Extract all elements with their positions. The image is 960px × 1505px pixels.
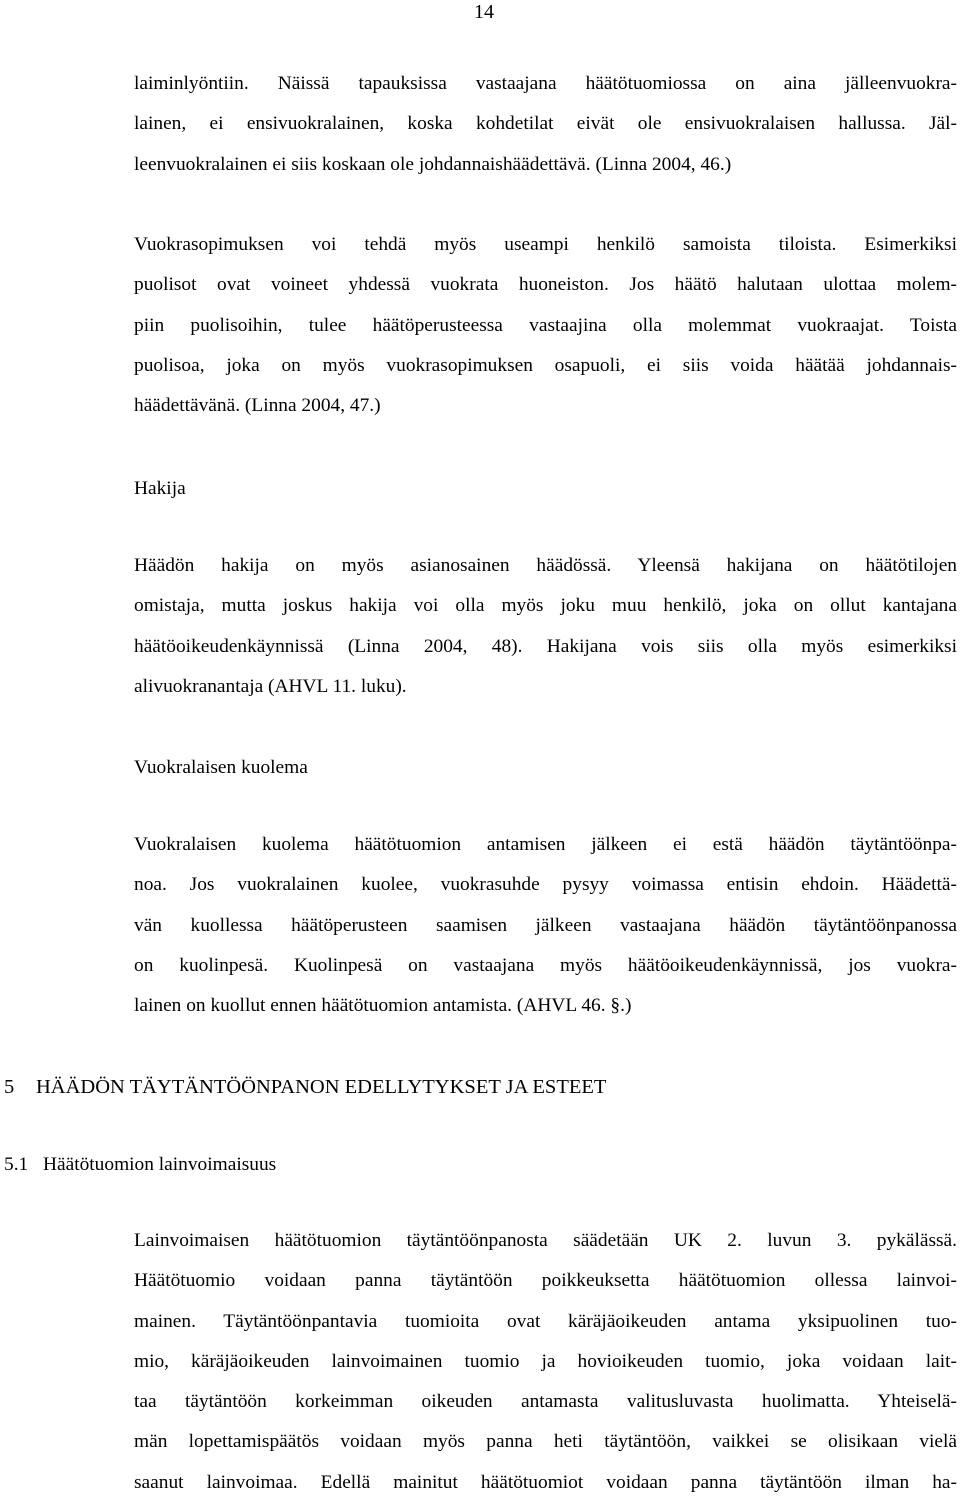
text-line: lainen on kuollut ennen häätötuomion antamista. (AHVL 46. §.) bbox=[134, 995, 632, 1017]
text-line: häätöoikeudenkäynnissä (Linna 2004, 48). Hakijana vois siis olla myös esimerkiksi bbox=[134, 635, 957, 657]
text-line: Lainvoimaisen häätötuomion täytäntöönpanosta säädetään UK 2. luvun 3. pykälässä. bbox=[134, 1230, 957, 1251]
text-line: noa. Jos vuokralainen kuolee, vuokrasuhde pysyy voimassa entisin ehdoin. Häädettä- bbox=[134, 874, 957, 896]
chapter-title: HÄÄDÖN TÄYTÄNTÖÖNPANON EDELLYTYKSET JA ESTEET bbox=[36, 1076, 607, 1098]
text-line: lainen, ei ensivuokralainen, koska kohdetilat eivät ole ensivuokralaisen hallussa. Jäl- bbox=[134, 113, 957, 135]
section-heading bbox=[4, 1145, 276, 1185]
text-line: leenvuokralainen ei siis koskaan ole johdannaishäädettävä. (Linna 2004, 46.) bbox=[134, 153, 732, 175]
text-line: saanut lainvoimaa. Edellä mainitut häätötuomiot voidaan panna täytäntöön ilman ha- bbox=[134, 1471, 957, 1493]
chapter-number: 5 bbox=[4, 1076, 15, 1098]
text-line: puolisot ovat voineet yhdessä vuokrata huoneiston. Jos häätö halutaan ulottaa molem- bbox=[134, 274, 957, 296]
text-line: mio, käräjäoikeuden lainvoimainen tuomio ja hovioikeuden tuomio, joka voidaan lait- bbox=[134, 1350, 957, 1372]
text-line: män lopettamispäätös voidaan myös panna heti täytäntöön, vaikkei se olisikaan vielä bbox=[134, 1431, 957, 1453]
text-line: vän kuollessa häätöperusteen saamisen jälkeen vastaajana häädön täytäntöönpanossa bbox=[134, 914, 957, 936]
paragraph-tenant-subtenant bbox=[134, 64, 957, 185]
page-number: 14 bbox=[474, 1, 494, 23]
text-line: häädettävänä. (Linna 2004, 47.) bbox=[134, 395, 381, 417]
text-line: Vuokralaisen kuolema häätötuomion antamisen jälkeen ei estä häädön täytäntöönpa- bbox=[134, 834, 957, 855]
section-title: Häätötuomion lainvoimaisuus bbox=[43, 1154, 277, 1175]
text-line: omistaja, mutta joskus hakija voi olla myös joku muu henkilö, joka on ollut kantajana bbox=[134, 595, 957, 617]
paragraph-tenant-death bbox=[134, 825, 957, 1026]
subheading-vuokralaisen-kuolema: Vuokralaisen kuolema bbox=[134, 757, 308, 778]
chapter-heading bbox=[4, 1067, 606, 1107]
text-line: Vuokrasopimuksen voi tehdä myös useampi henkilö samoista tiloista. Esimerkiksi bbox=[134, 234, 957, 255]
text-line: Häätötuomio voidaan panna täytäntöön poikkeuksetta häätötuomion ollessa lainvoi- bbox=[134, 1270, 957, 1292]
text-line: laiminlyöntiin. Näissä tapauksissa vastaajana häätötuomiossa on aina jälleenvuokra- bbox=[134, 73, 957, 94]
text-line: Häädön hakija on myös asianosainen häädössä. Yleensä hakijana on häätötilojen bbox=[134, 555, 957, 576]
text-line: taa täytäntöön korkeimman oikeuden antamasta valitusluvasta huolimatta. Yhteiselä- bbox=[134, 1391, 957, 1413]
subheading-hakija: Hakija bbox=[134, 478, 186, 499]
text-line: puolisoa, joka on myös vuokrasopimuksen osapuoli, ei siis voida häätää johdannais- bbox=[134, 354, 957, 376]
paragraph-applicant bbox=[134, 546, 957, 707]
section-number: 5.1 bbox=[4, 1154, 29, 1175]
paragraph-legal-force bbox=[134, 1221, 957, 1503]
paragraph-multiple-tenants bbox=[134, 225, 957, 426]
text-line: on kuolinpesä. Kuolinpesä on vastaajana myös häätöoikeudenkäynnissä, jos vuokra- bbox=[134, 954, 957, 976]
text-line: piin puolisoihin, tulee häätöperusteessa vastaajina olla molemmat vuokraajat. Toista bbox=[134, 314, 957, 336]
text-line: mainen. Täytäntöönpantavia tuomioita ovat käräjäoikeuden antama yksipuolinen tuo- bbox=[134, 1310, 957, 1332]
text-line: alivuokranantaja (AHVL 11. luku). bbox=[134, 675, 407, 697]
